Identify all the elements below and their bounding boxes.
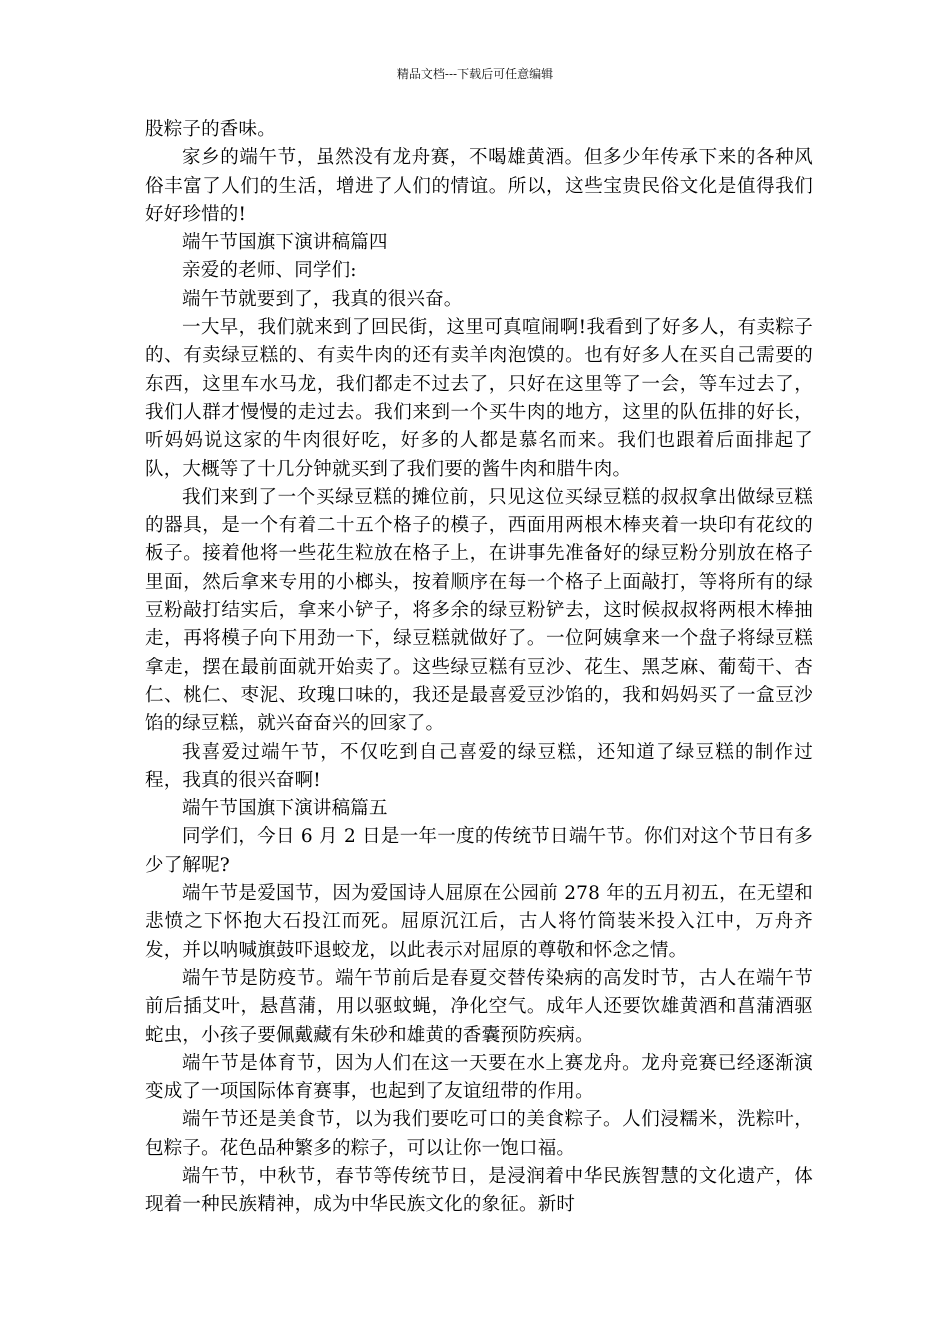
paragraph: 端午节是防疫节。端午节前后是春夏交替传染病的高发时节，古人在端午节前后插艾叶，悬菖蒲，用以驱蚊蝇，净化空气。成年人还要饮雄黄酒和菖蒲酒驱蛇虫，小孩子要佩戴藏有朱砂和雄黄的香囊预防疾病。: [145, 967, 813, 1046]
section-heading: 端午节国旗下演讲稿篇四: [182, 232, 388, 254]
paragraph: 我们来到了一个买绿豆糕的摊位前，只见这位买绿豆糕的叔叔拿出做绿豆糕的器具，是一个有着二十五个格子的模子，西面用两根木棒夹着一块印有花纹的板子。接着他将一些花生粒放在格子上，在讲事先准备好的绿豆粉分别放在格子里面，然后拿来专用的小榔头，按着顺序在每一个格子上面敲打，等将所有的绿豆粉敲打结实后，拿来小铲子，将多余的绿豆粉铲去，这时候叔叔将两根木棒抽走，再将模子向下用劲一下，绿豆糕就做好了。一位阿姨拿来一个盘子将绿豆糕拿走，摆在最前面就开始卖了。这些绿豆糕有豆沙、花生、黑芝麻、葡萄干、杏仁、桃仁、枣泥、玫瑰口味的，我还是最喜爱豆沙馅的，我和妈妈买了一盒豆沙馅的绿豆糕，就兴奋奋兴的回家了。: [145, 486, 813, 735]
paragraph: 端午节是爱国节，因为爱国诗人屈原在公园前 278 年的五月初五，在无望和悲愤之下怀抱大石投江而死。屈原沉江后，古人将竹筒装米投入江中，万舟齐发，并以呐喊旗鼓吓退蛟龙，以此表示对屈原的尊敬和怀念之情。: [145, 883, 813, 961]
paragraph: 我喜爱过端午节，不仅吃到自己喜爱的绿豆糕，还知道了绿豆糕的制作过程，我真的很兴奋啊!: [145, 741, 813, 791]
paragraph: 同学们，今日 6 月 2 日是一年一度的传统节日端午节。你们对这个节日有多少了解呢?: [145, 826, 813, 876]
salutation: 亲爱的老师、同学们:: [182, 260, 357, 282]
document-body: [145, 116, 813, 1220]
paragraph: 家乡的端午节，虽然没有龙舟赛，不喝雄黄酒。但多少年传承下来的各种风俗丰富了人们的生活，增进了人们的情谊。所以，这些宝贵民俗文化是值得我们好好珍惜的!: [145, 147, 813, 225]
page-header: 精品文档---下载后可任意编辑: [396, 67, 554, 81]
paragraph: 股粽子的香味。: [145, 119, 276, 140]
paragraph: 端午节还是美食节，以为我们要吃可口的美食粽子。人们浸糯米，洗粽叶，包粽子。花色品种繁多的粽子，可以让你一饱口福。: [145, 1109, 813, 1159]
paragraph: 端午节是体育节，因为人们在这一天要在水上赛龙舟。龙舟竞赛已经逐渐演变成了一项国际体育赛事，也起到了友谊纽带的作用。: [145, 1052, 813, 1103]
paragraph: 一大早，我们就来到了回民街，这里可真喧闹啊!我看到了好多人，有卖粽子的、有卖绿豆糕的、有卖牛肉的还有卖羊肉泡馍的。也有好多人在买自己需要的东西，这里车水马龙，我们都走不过去了，只好在这里等了一会，等车过去了，我们人群才慢慢的走过去。我们来到一个买牛肉的地方，这里的队伍排的好长，听妈妈说这家的牛肉很好吃，好多的人都是慕名而来。我们也跟着后面排起了队，大概等了十几分钟就买到了我们要的酱牛肉和腊牛肉。: [145, 317, 813, 480]
paragraph: 端午节，中秋节，春节等传统节日，是浸润着中华民族智慧的文化遗产，体现着一种民族精神，成为中华民族文化的象征。新时: [145, 1165, 813, 1216]
section-heading: 端午节国旗下演讲稿篇五: [182, 798, 388, 820]
paragraph: 端午节就要到了，我真的很兴奋。: [182, 288, 463, 310]
